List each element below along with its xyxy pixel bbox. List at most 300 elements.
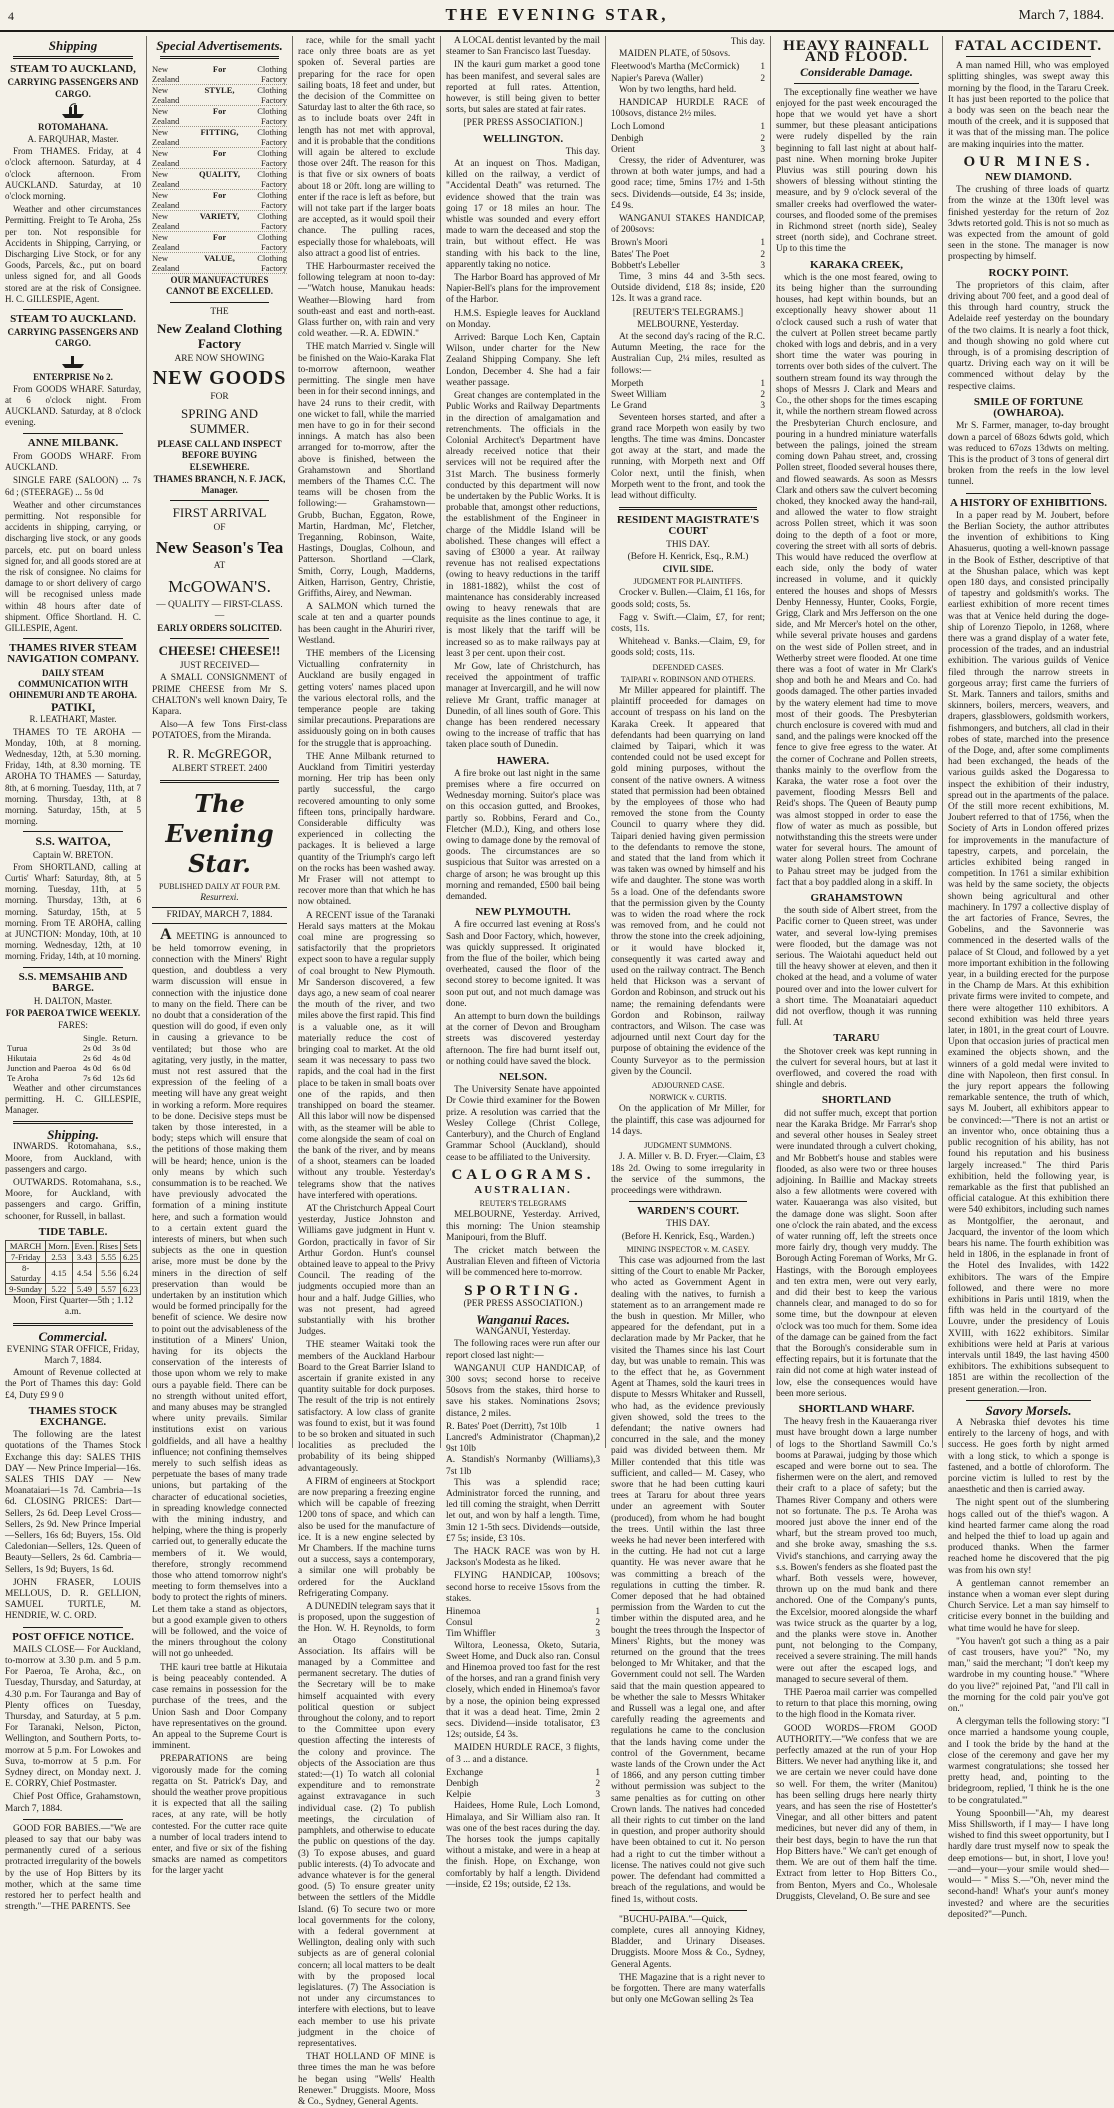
ad-cell: FITTING, (200, 127, 239, 138)
table-cell: 4.54 (72, 1263, 97, 1284)
column-3 (292, 36, 440, 2107)
table-cell: Hikutaia (7, 1052, 37, 1063)
ad-cell: Clothing Factory (257, 106, 287, 127)
table-cell: Te Aroha (7, 1072, 39, 1083)
divider (23, 831, 123, 832)
ad-headline: New Zealand Clothing Factory (157, 320, 282, 351)
placing: 1 (760, 238, 765, 249)
table-row (6, 1263, 141, 1284)
ad-cell: New Zealand (152, 211, 180, 232)
section-heading-shipping: Shipping. (47, 1127, 99, 1143)
tide-table (5, 1240, 141, 1295)
ad-text: ARE NOW SHOWING (174, 353, 265, 364)
section-subheading: AUSTRALIAN. (474, 1183, 572, 1196)
fares-heading: FARES: (58, 1020, 88, 1031)
news-paragraph: IN the kauri gum market a good tone has been manifest, and several sales are reported at full rates. Attention, however, is still being given to better sorts, but sales are stated at fair rates. (446, 60, 600, 116)
ad-text: OF (213, 523, 226, 534)
ad-cell: New Zealand (152, 148, 180, 169)
news-paragraph: Mr S. Farmer, manager, to-day brought down a parcel of 68ozs 6dwts gold, which was reduced to 67ozs 13dwts on melting. This is the product of 3 tons of general dirt broken from the reefs in the low level tunnel. (948, 421, 1109, 488)
ad-note: Weather and other circumstances permitting. Not responsible for accidents in shipping, carrying, or discharging live stock, or any goods parcels, etc. put on board unless signed for, and all goods stored are at the risk of consignee. No claims for damage to or short delivery of cargo will be recognised unless made within 48 hours after date of shipment. Office Shortland. H. C. GILLESPIE, Agent. (5, 499, 141, 633)
horse: Kelpie (446, 1790, 471, 1801)
ad-cell: STYLE, (204, 85, 235, 96)
steamship-icon (60, 352, 86, 370)
article-subheadline: Considerable Damage. (800, 65, 913, 80)
ad-text: — QUALITY — FIRST-CLASS. — (156, 599, 283, 621)
news-paragraph: The University Senate have appointed Dr Cowie third examiner for the Bowen prize. A resolution was carried that the Wesley College (Christ College, Canterbury), and the Church of England Grammar School (Auckland), should cease to be affiliated to the University. (446, 1085, 600, 1163)
news-paragraph: A FIRM of engineers at Stockport are now preparing a freezing engine which will be capable of freezing 1200 tons of space, and which can also be used for the manufacture of ice. It is a new engine selected by Mr Chambers. If the machine turns out a success, says a contemporary, a similar one will probably be ordered for the Auckland Refrigerating Company. (298, 1476, 435, 1599)
ad-text: EARLY ORDERS SOLICITED. (157, 623, 282, 634)
ad-headline: NEW GOODS (152, 367, 287, 390)
post-office-signature: Chief Post Office, Grahamstown, March 7, 1884. (5, 1792, 141, 1814)
ad-cell: Clothing Factory (257, 211, 287, 232)
news-paragraph: The exceptionally fine weather we have enjoyed for the past week encouraged the hope that we would yet have a short summer, but these pleasant anticipations were rudely dispelled by the rain beginning to fall last night at about half-past nine. When morning broke Jupiter Pluvius was still pouring down his showers of blessing without stinting the measure, and by 9 o'clock several of the smaller creeks had overflowed the water-courses, and flooded some of the premises in Richmond street (north side), Sealey street (north side), and Cochrane street. Up to this time the (776, 87, 937, 255)
article-headline: A HISTORY OF EXHIBITIONS. (950, 496, 1107, 509)
advertisement-text: GOOD WORDS—FROM GOOD AUTHORITY.—"We confess that we are perfectly amazed at the run of your Hop Bitters. We never had anything like it, and we are certain we never could have done so well. For them, the writer (Manitou) has been selling drugs here nearly thirty years, and has seen the rise of Hostetter's Vinegar, and all other bitters and patent medicines, but never did any of them, in their best days, begin to have the run that Hop Bitters have." We can't get enough of them. We are out of them half the time. Extract from letter to Hop Bitters Co., from Benton, Myers and Co., Wholesale Druggists, Cleveland, O. Be sure and see (776, 1723, 937, 1902)
column-5 (605, 36, 770, 2006)
section-heading-commercial: Commercial. (38, 1329, 108, 1345)
ad-cell: Clothing Factory (257, 127, 287, 148)
race-result (611, 62, 765, 73)
horse: Bobbett's Lebeller (611, 260, 680, 271)
news-paragraph: THE Anne Milbank returned to Auckland from Timitiri yesterday morning. Her trip has been only partly successful, the cargo recovered amounting to only some fifteen tons, principally hardware. Considerable difficulty was experienced in collecting the packages. It is believed a large quantity of the Triumph's cargo left on the rocks has been washed away. Mr Fraser will not attempt to recover more than that which he has now obtained. (298, 751, 435, 908)
masthead (0, 0, 1114, 32)
race-result (611, 122, 765, 133)
branch-manager: THAMES BRANCH, N. F. JACK, Manager. (153, 473, 286, 496)
column-7 (942, 36, 1114, 1920)
race-result (611, 134, 765, 145)
section-heading-cablegrams: CALOGRAMS. (451, 1166, 595, 1183)
sailing-times: From SHORTLAND, calling at Curtis' Wharf: Saturday, 8th, at 5 morning. Tuesday, 11th, at 5 morning. Thursday, 13th, at 6 morning. Saturday, 15th, at 5 morning. From TE AROHA, calling at JUNCTION: Monday, 10th, at 10 morning. Wednesday, 12th, at 10 morning. Friday, 14th, at 10 morning. (5, 861, 141, 962)
horse: Fleetwood's Martha (McCormick) (611, 62, 740, 73)
table-cell: Junction and Paeroa (7, 1062, 77, 1073)
table-cell: 8-Saturday (6, 1263, 46, 1284)
table-row (5, 1073, 141, 1083)
news-paragraph: The proprietors of this claim, after driving about 700 feet, and a good deal of this through hard country, struck the Adelaide reef yesterday on the boundary of the two claims. It is nearly a foot thick, and though showing no gold where cut through, is of a promising description of quartz. Driving each way on it will be commenced without delay by the respective claims. (948, 280, 1109, 392)
ad-patiki (5, 643, 141, 827)
ship-master: R. LEATHART, Master. (29, 714, 117, 725)
table-cell: Turua (7, 1042, 28, 1053)
ad-row (152, 148, 287, 169)
court-heading: RESIDENT MAGISTRATE'S COURT (616, 514, 760, 538)
section-heading-mines: OUR MINES. (963, 153, 1094, 170)
table-cell: 5.49 (72, 1284, 97, 1295)
place-heading: KARAKA CREEK, (810, 258, 903, 271)
anecdote: A Nebraska thief devotes his time entirely to the larceny of hogs, and with success. He goes forth by night armed with a long stick, to which a sponge is fastened, and a bottle of chloroform. The porcine victim is lulled to rest by the anaesthetic and then is carried away. (948, 1417, 1109, 1496)
mine-heading: ROCKY POINT. (988, 266, 1069, 279)
placing: 2 (595, 1618, 600, 1629)
placing: 1 (595, 1767, 600, 1778)
dateline: This day. (565, 146, 600, 157)
table-row (6, 1284, 141, 1295)
court-section: CIVIL SIDE. (662, 563, 714, 574)
ad-text: AT (213, 561, 226, 572)
column-header: Sets (120, 1241, 140, 1252)
placing: 3 (595, 1455, 600, 1466)
ad-tagline: OUR MANUFACTURES CANNOT BE EXCELLED. (165, 275, 274, 297)
placing: 1 (760, 122, 765, 133)
divider (23, 309, 123, 310)
placing: 1 (595, 1607, 600, 1618)
race-description: FLYING HANDICAP, 100sovs; second horse to receive 15sovs from the stakes. (446, 1571, 600, 1604)
placing: 1 (760, 378, 765, 389)
ad-rotomahana (5, 64, 141, 305)
news-paragraph: THE steamer Waitaki took the members of the Auckland Harbour Board to the Great Barrier Island to ascertain if granite existed in any quantity suitable for dock purposes. The result of the trip is not entirely satisfactory. A low class of granite was found to exist, but it was found to be so broken and situated in such localities as precluded the probability of its being shipped advantageously. (298, 1340, 435, 1474)
divider (170, 302, 269, 303)
ship-name: ROTOMAHANA. (37, 121, 109, 132)
advertisement-text: THE Magazine that is a right never to be forgotten. There are many waterfalls but only one McGowan selling 2s Tea (611, 1972, 765, 2006)
news-paragraph: A LOCAL dentist levanted by the mail steamer to San Francisco last Tuesday. (446, 36, 600, 58)
ad-headline: New Season's Tea (155, 538, 284, 558)
news-paragraph: Time, 3 mins 44 and 3-5th secs. Outside dividend, £18 8s; inside, £20 12s. It was a grand race. (611, 272, 765, 305)
horse: Denbigh (446, 1779, 479, 1790)
divider (966, 56, 1091, 57)
section-heading-special-ads: Special Advertisements. (156, 38, 283, 53)
divider (23, 1627, 123, 1628)
horse: Brown's Moori (611, 238, 668, 249)
news-paragraph: In a paper read by M. Joubert, before the Berlian Society, the author attributes the invention of exhibitions to King Ahasuerus, quoting a well-known passage in the Book of Esther, descriptive of that at the Shushan palace, which was kept open 180 days, and consisted principally of tapestry and goldsmith's works. The earliest exhibition of more recent times was that at Venice held during the doge-ship of Lorenzo Tiepolo, in 1268, where there was a grand display of a water fete, procession of the trades, and an industrial exhibition. The various guilds of Venice filed through the narrow streets in gorgeous array; first came the furriers of St. Mark. Tanners and tailors, smiths and skinners, boilers, mercers, weavers, and drapers, glassblowers, goldsmith workers, fishmongers, and butchers, all clad in their robes of state, marched into the presence of the Doge, and, after some compliments had been exchanged, the heads of the various guilds asked the Dogaressa to inspect the exhibition of their industry, spread out in the apartments of the palace. Of the still more recent exhibitions, M. Joubert referred to that of 1756, when the Society of Arts in London offered prizes for improvements in the manufacture of tapestry, carpets, and porcelain, the articles exhibited being ranged in competition. In 1761 a similar exhibition was held by the same society, the objects shown being agricultural and other machinery. In 1797 a collective display of the art factories of France, Sevres, the Gobelins, and the Savonnerie was commenced in the deserted walls of the palace of St Cloud, and followed by a yet more important exhibition in the following year, in a building erected for the purpose in the Champ de Mars. At this exhibition private firms were invited to compete, and there were altogether 110 exhibitors. A second exhibition was held three years later, in 1801, in the great court of Louvre. Upon that occasion juries of practical men examined the objects shown, and the winners of a gold medal were invited to dine with Napoleon, then first consul. In the jury report appears the following remarkable sentence, the truth of which, says M. Joubert, all exhibitors appear to be convinced:—"There is not an artist or an inventor who, once obtaining thus a public recognition of his ability, has not found his reputation and his business largely increased." The third Paris exhibition, held the following year, is remarkable as the first that published an official catalogue. At this exhibition there were 540 exhibitors, including such names as Montgolfier, the aeronaut, and Jacquard, the inventor of the loom which bears his name. The fourth exhibition was held in 1806, in the esplanade in front of the Hotel des Invalides, with 1422 exhibitors. The wars of the Empire followed, and there were no more exhibitions in Paris until 1819, when the fifth was held in the courtyard of the Louvre, under the presidency of Louis XVIII, with 1622 exhibitors. Similar exhibitions were held at Paris at various intervals until 1849, the last having 4500 exhibitors. The exhibitions subsequent to 1851 are within the recollection of the present generation.—Iron. (948, 510, 1109, 1395)
dateline: This day. (730, 37, 765, 47)
news-paragraph: THAT HOLLAND OF MINE is three times the man he was before he began using "Wells' Health Renewer." Druggists. Moore, Moss & Co., Sydney, General Agents. (298, 2052, 435, 2107)
horse: R. Bates' Poet (Derritt), 7st 10lb (446, 1421, 567, 1432)
ad-headline: FIRST ARRIVAL (172, 505, 267, 521)
news-paragraph: THE match Married v. Single will be finished on the Waio-Karaka Flat to-morrow afternoon, weather permitting. The single men have been in for their second innings, and have 24 runs to their credit, with one wicket to fall, while the married men have to go in for their second innings. A match has also been arranged for to-morrow, after the above is finished, between the Grahamstown and Shortland members of the Thames C.C. The teams will be chosen from the following:— Grahamstown—Grubb, Buchan, Eggaton, Rowe, Martin, Hardman, Mc', Fletcher, Treganning, Robinson, Waite, Hastings, Douglas, Colhoun, and Patterson. Shortland —Clark, Smith, Corry, Lough, Madderns, Aitken, Harrison, Gentry, Christie, Griffiths, Airey, and Newman. (298, 342, 435, 599)
race-result (446, 1433, 600, 1455)
ad-title: STEAM TO AUCKLAND, (10, 63, 136, 76)
news-paragraph: AT the Christchurch Appeal Court yesterday, Justice Johnston and Williams gave judgment in Hunt v. Gordon, practically in favor of Sir Arthur Gordon. Hunt's counsel obtained leave to appeal to the Privy Council. The reading of the judgments occupied more than an hour and a half. Judge Gillies, who was not present, had agreed substantially with his brother Judges. (298, 1203, 435, 1338)
motto: Resurrexi. (200, 893, 239, 904)
ad-cell: For (212, 232, 227, 243)
ad-memsahib (5, 972, 141, 1117)
column-header: Even. (72, 1241, 97, 1252)
anecdote: A gentleman cannot remember an instance when a woman ever slept during Church Service. Let a man say himself to criticise every bonnet in the building and what time would he have for sleep. (948, 1578, 1109, 1634)
horse: A. Standish's Normanby (Williams), 7st 1lb (446, 1455, 596, 1477)
table-cell: 9-Sunday (6, 1284, 46, 1295)
horse: Denbigh (611, 133, 644, 144)
court-section: JUDGMENT SUMMONS. (644, 1141, 732, 1151)
court-section: ADJOURNED CASE. (651, 1081, 725, 1091)
tide-table-heading: TIDE TABLE. (38, 1225, 108, 1238)
ad-headline: CHEESE! CHEESE!! (158, 643, 281, 659)
table-cell: 6s 0d (112, 1062, 131, 1073)
advertisement-text: "BUCHU-PAIBA."—Quick, complete, cures all annoying Kidney, Bladder, and Urinary Diseases. Druggists. Moore Moss & Co., Sydney, General Agents. (611, 1914, 765, 1970)
dateline: EVENING STAR OFFICE, Friday, March 7, 1884. (6, 1344, 140, 1366)
table-cell: 2.53 (46, 1252, 72, 1263)
race-result (446, 1779, 600, 1790)
horse: Morpeth (611, 378, 644, 389)
race-result (611, 390, 765, 401)
column-6 (770, 36, 942, 1902)
placing: 2 (760, 133, 765, 144)
news-paragraph: The following races were run after our report closed last night:— (446, 1339, 600, 1361)
news-paragraph: This was a splendid race; Administrator forced the running, and led till coming the straight, when Derritt let out, and won by half a length. Time, 3min 12 1-5th secs. Dividends—outside, £7 5s; inside, £3 10s. (446, 1477, 600, 1544)
dateline: THIS DAY. (666, 1219, 710, 1230)
column-header: Single. (83, 1032, 108, 1043)
wire-credit: REUTER'S TELEGRAMS (479, 1199, 567, 1209)
news-paragraph: A man named Hill, who was employed splitting shingles, was swept away this morning by the flood, in the Tararu Creek. It has just been reported to the police that a body was seen on the beach near the mouth of the creek, and it is supposed that it was that of the missing man. The police are making inquiries into the matter. (948, 61, 1109, 150)
publication-note: PUBLISHED DAILY AT FOUR P.M. (159, 881, 280, 891)
ship-name: S.S. WAITOA, (35, 834, 111, 849)
ad-cell: VALUE, (204, 253, 235, 264)
placing: 2 (595, 1432, 600, 1443)
race-description: WANGANUI CUP HANDICAP, of 300 sovs; second horse to receive 50sovs from the stakes, third horse to save his stakes. Nominations 2sovs; distance, 2 miles. (446, 1363, 600, 1419)
table-row (5, 1053, 141, 1063)
court-case: Whitehead v. Banks.—Claim, £9, for goods sold; costs, 11s. (611, 637, 765, 659)
divider (170, 500, 269, 501)
news-paragraph: A SALMON which turned the scale at ten and a quarter pounds has been caught in the Ahuriri river, Westland. (298, 602, 435, 646)
section-heading-savory-morsels: Savory Morsels. (985, 1402, 1072, 1418)
ad-text: A SMALL CONSIGNMENT of PRIME CHEESE from Mr S. CHALTON's well known Dairy, Te Kapara. (152, 673, 287, 718)
column-header: MARCH (6, 1241, 46, 1252)
place-heading: NELSON. (499, 1071, 547, 1084)
stock-exchange-heading: THAMES STOCK EXCHANGE. (28, 1404, 118, 1428)
ad-cell: Clothing Factory (257, 169, 287, 190)
moon-phase: Moon, First Quarter—5th ; 1.12 a.m. (12, 1296, 134, 1318)
ad-cell: For (212, 106, 227, 117)
column-header: Morn. (46, 1241, 72, 1252)
section-heading-shipping: Shipping (48, 38, 98, 53)
dateline: THIS DAY. (666, 539, 710, 550)
ad-subtitle: CARRYING PASSENGERS AND CARGO. (7, 327, 139, 349)
table-row (6, 1252, 141, 1263)
placing: 1 (595, 1421, 600, 1432)
ad-row (152, 190, 287, 211)
dateline: WANGANUI, Yesterday. (475, 1327, 571, 1338)
race-description: MAIDEN PLATE, of 50sovs. (619, 49, 731, 60)
fares: SINGLE FARE (SALOON) ... 7s 6d ; (STEERAGE) ... 5s 0d (5, 475, 141, 497)
table-cell: 4.15 (46, 1263, 72, 1284)
court-section: DEFENDED CASES. (652, 662, 724, 672)
horse: Sweet William (611, 390, 667, 401)
news-paragraph: did not suffer much, except that portion near the Karaka Bridge. Mr Farrar's shop and several other houses in Sealey street were inundated through a culvert choking, and Mr Bobbett's house and stables were flooded, as also were two or three houses adjoining. In Baillie and Mackay streets also a few allotments were covered with water. Kauaeranga was also visited, but the damage done was slight. Soon after one o'clock the rain abated, and the excess of water running off, left the streets once more fairly dry, though very muddy. The Borough Acting Foreman of Works, Mr G. Hastings, with the Borough employees and ten extra men, were out very early, and did their best to keep the various channels clear, and managed to do so for some time, but the downpour at eleven o'clock was too much for them. Some idea of the damage can be gained from the fact that the Borough's considerable sum in effecting repairs, but it is fortunate that the rain did not come at high water instead of low, else the consequences would have been more serious. (776, 1108, 937, 1399)
ad-cell: VARIETY, (199, 211, 240, 222)
place-heading: GRAHAMSTOWN (810, 892, 903, 905)
race-result (446, 1768, 600, 1779)
article-headline: HEAVY RAINFALL AND FLOOD. (783, 38, 930, 66)
table-cell: 6.25 (120, 1252, 140, 1263)
placing: 3 (595, 1629, 600, 1640)
place-heading: HAWERA. (496, 754, 550, 767)
news-paragraph: At the second day's racing of the R.C. Autumn Meeting, the race for the Australian Cup, 2¼ miles, resulted as follows:— (611, 332, 765, 376)
ad-cell: For (212, 64, 227, 75)
ship-master: H. DALTON, Master. (33, 996, 113, 1007)
news-paragraph: Haidees, Home Rule, Loch Lomond, Himalaya, and Sir William also ran. It was one of the best races during the day. The horses took the jumps capitally without a mistake, and were in a heap at the finish. Hope, on Exchange, won comfortably by half a length. Dividend—inside, £2 19s; outside, £2 13s. (446, 1801, 600, 1890)
page-date: March 7, 1884. (1018, 8, 1104, 23)
advertiser-name: R. R. McGREGOR, (167, 745, 272, 761)
ad-cell: For (212, 190, 227, 201)
race-result (446, 1790, 600, 1801)
ad-waitoa (5, 836, 141, 962)
wire-credit: (PER PRESS ASSOCIATION.) (463, 1298, 583, 1309)
ad-note: Weather and other circumstances permitting. H. C. GILLESPIE, Manager. (5, 1082, 141, 1116)
placing: 2 (760, 73, 765, 84)
race-result (611, 74, 765, 85)
horse: Hinemoa (446, 1607, 481, 1618)
revenue-line: Amount of Revenue collected at the Port of Thames this day: Gold £4, Duty £9 9 0 (5, 1368, 141, 1401)
news-paragraph: THE Harbourmaster received the following telegram at noon to-day:—"Watch house, Manukau heads: Weather—Blowing hard from south-east and east and north-east. Glass further on, with rain and very cold weather. —R. A. EDWIN." (298, 262, 435, 340)
sailing-times: From THAMES. Friday, at 4 o'clock afternoon. Saturday, at 4 o'clock afternoon. From AUCKLAND. Saturday, at 10 o'clock morning. (5, 146, 141, 202)
table-cell: 12s 6d (112, 1072, 135, 1083)
ad-cell: New Zealand (152, 106, 180, 127)
place-heading: TARARU (833, 1032, 880, 1045)
ad-text: JUST RECEIVED— (179, 661, 260, 672)
news-paragraph: PREPARATIONS are being vigorously made for the coming regatta on St. Patrick's Day, and should the weather prove propitious it is expected that all the sailing races, at any rate, will be hotly contested. For the cutter race quite a number of local traders intend to enter, and five or six of the fishing smacks are named as competitors for the larger yacht (152, 1754, 287, 1877)
column-2 (146, 36, 292, 1877)
news-paragraph: A fire occurred last evening at Ross's Sash and Door Factory, which, however, was quickly suppressed. It originated from the flue of the boiler, which being overheated, caused the floor of the second storey to become ignited. It was soon put out, and not much damage was done. (446, 920, 600, 1009)
news-paragraph: At an inquest on Thos. Madigan, killed on the railway, a verdict of "Accidental Death" was returned. The evidence showed that the train was going 17 or 18 miles an hour. The whistle was sounded and every effort made to warn the deceased and stop the train, but without effect. He was standing with his back to the line, apparently taking no notice. (446, 159, 600, 270)
column-header: Rises (97, 1241, 121, 1252)
newspaper-nameplate: The Evening Star. (165, 788, 274, 878)
ship-name: PATIKI, (51, 700, 95, 715)
divider (966, 493, 1091, 494)
placing: 2 (760, 390, 765, 401)
news-paragraph: Great changes are contemplated in the Public Works and Railway Departments in the direction of amalgamation and retrenchments. The officials in the Colonial Architect's Department have already received notice that their services will not be required after the 31st March. The business formerly conducted by this department will now be undertaken by the Public Works. It is probable that, amongst other reductions, the establishment of the Engineer in charge of the Middle Island will be abolished. These changes will effect a saving of £3000 a year. At railway revenue has not realised expectations (owing to heavy reductions in the tariff in 1881-1882), whilst the cost of maintenance has considerably increased owing to heavy renewals that are requisite as the lines continue to age, it is most likely that the tariff will be increased so as to make railways pay at least 3 per cent. upon their cost. (446, 391, 600, 659)
place-heading: SHORTLAND (821, 1094, 892, 1107)
column-1 (0, 36, 146, 1913)
ad-cell: New Zealand (152, 232, 180, 253)
ad-row (152, 253, 287, 274)
court-report: Mr Miller appeared for plaintiff. The plaintiff proceeded for damages on account of trespass on his land on the Karaka Creek. It appeared that defendants had been quarrying on land claimed by Taipari, which it was contended could not be used except for gold mining purposes, without the consent of the native owners. A witness stated that permission had been obtained by the employees of those who had removed the stone from the County Council to quarry where they did. Taipari denied having given permission to the defendants to remove the stone, and stated that the land from which it was taken was owned by himself and his wife and daughter. The stone was worth 5s a load. One of the defendants swore that the permission given by the County was to widen the road where the rock was removed from, and he could not throw the stone into the creek adjoining, or it would have blocked it, consequently it was carted away and used on the railway contract. The Bench held that Hickson was a servant of Gordon and Robinson, and struck out his name; the remaining defendants were Gordon and Robinson, railway contractors, and Wilson. The case was adjourned until next Court day for the purpose of obtaining the evidence of the County Surveyor as to the permission given by the Council. (611, 685, 765, 1077)
table-cell: 2s 0d (83, 1042, 102, 1053)
divider (23, 638, 123, 639)
ad-cell: New Zealand (152, 127, 180, 148)
ad-text: PLEASE CALL AND INSPECT BEFORE BUYING ELSEWHERE. (157, 439, 282, 472)
table-cell: 5.56 (97, 1263, 121, 1284)
wire-credit: [REUTER'S TELEGRAMS.] (632, 307, 744, 318)
court-report: On the application of Mr Miller, for the plaintiff, this case was adjourned for 14 days. (611, 1104, 765, 1137)
race-result (446, 1455, 600, 1477)
ad-cell: New Zealand (152, 169, 180, 190)
court-report: J. A. Miller v. B. D. Fryer.—Claim, £3 18s 2d. Owing to some irregularity in the service of the summons, the proceedings were withdrawn. (611, 1152, 765, 1196)
ad-cell: Clothing Factory (257, 232, 287, 253)
news-paragraph: Won by two lengths, hard held. (619, 84, 737, 95)
table-cell: 5.22 (46, 1284, 72, 1295)
mine-heading: SMILE OF FORTUNE (OWHAROA). (973, 395, 1084, 420)
horse: Napier's Pareva (Waller) (611, 73, 704, 84)
divider (160, 780, 279, 783)
ad-row (152, 64, 287, 85)
divider (170, 638, 269, 639)
dateline: MELBOURNE, Yesterday. (637, 319, 739, 330)
placing: 2 (595, 1779, 600, 1790)
court-section: JUDGMENT FOR PLAINTIFFS. (633, 577, 743, 587)
anecdote: Young Spoonbill—"Ah, my dearest Miss Shillsworth, if I may— I have long wished to find this sweet opportunity, but I hardly dare trust myself now to speak the deep emotions— but, in short, I love you!—and—your—your smile would shed—would— " Miss S.—"Oh, never mind the second-hand! What's your aunt's money invested? and where are the securities deposited?"—Punch. (948, 1808, 1109, 1920)
editorial-dateline: FRIDAY, MARCH 7, 1884. (152, 907, 287, 924)
ad-headline: McGOWAN'S. (168, 576, 271, 596)
table-cell: 7-Friday (6, 1252, 46, 1263)
table-cell: 4s 0d (112, 1052, 131, 1063)
ad-cell: For (212, 148, 227, 159)
editorial-paragraph: A MEETING is announced to be held tomorrow evening, in connection with the Miners' Right question, and doubtless a very warm discussion will ensue in connection with the injustice done to many on the field. There can be no doubt that a consideration of the question will do good, if even only in causing a grievance to be ventilated; but those who are agitating, very justly, in the matter, must not rest assured that the expression of the feeling of a meeting will have any great weight in working a reform. More requires to be done. Decisive steps must be taken by those interested, in a body; steps which will ensure that the petitions of those making them will be heard; hence, union is the only means by which such consummation is to be reached. We have previously advocated the formation of a mining institute here, and such a formation would to a certain extent guard the interests of miners, but when such subjects as the one in question arise, more must be done by the miners in the direction of self preservation than would be undertaken by an institution which would be formed principally for the benefit of science. We desire now to point out the advisableness of the institution of a Miners' Union, having for its objects the conservation of the interests of those upon whom we rely to make ours a payable field. There can be no strength without united effort, and many abuses may be strangled where unity prevails. Similar institutions exist on various goldfields, and all have a healthy influence; not confining themselves merely to such selfish ideas as perpetuate the bases of many trade unions, but partaking of the character of educational societies, in spreading knowledge connected with the mining industry, and helping, where the thing is properly carried out, to generally educate the members of it. We would, therefore, strongly recommend those who attend tomorrow night's meeting to form themselves into a body to protect the rights of miners. Let them take a stand as objectors, but a good example given to others will be followed, and the voice of the miners throughout the colony will not go unheeded. (152, 926, 287, 1660)
shipping-outwards: OUTWARDS. Rotomahana, s.s., Moore, for Auckland, with passengers and cargo. Griffin, schooner, for Russell, in ballast. (5, 1178, 141, 1222)
steamship-icon (60, 102, 86, 120)
table-cell: 5.57 (97, 1284, 121, 1295)
ad-cell: Clothing Factory (257, 253, 287, 274)
ad-row (152, 106, 287, 127)
news-paragraph: H.M.S. Espiegle leaves for Auckland on Monday. (446, 308, 600, 330)
ad-cell: New Zealand (152, 190, 180, 211)
divider (629, 1201, 747, 1202)
divider (23, 433, 123, 434)
table-cell: 4s 0d (83, 1062, 102, 1073)
table-header-row (6, 1241, 141, 1252)
race-result (446, 1629, 600, 1640)
ad-row (152, 169, 287, 190)
column-header (5, 1033, 81, 1043)
mine-heading: NEW DIAMOND. (985, 171, 1072, 184)
table-cell: 6.23 (120, 1284, 140, 1295)
ad-note: Weather and other circumstances Permitting. Freight to Te Aroha, 25s per ton. Not responsible for Accidents in Shipping, Carrying, or Discharging Live Stock, or for any Goods, Parcels, &c., put on board unless signed for, and all Goods stored are at the risk of Consignee. H. C. GILLESPIE, Agent. (5, 204, 141, 304)
horse: Consul (446, 1618, 473, 1629)
court-report: This case was adjourned from the last sitting of the Court to enable Mr Packer, who acted as Government Agent in dealing with the natives, to furnish a statement as to an arrangement made re the bush in question. Mr Miller, who appeared for the defendant, put in a declaration made by Mr Packer, that he visited the Thames since his last Court day, but was unable to remain. This was to the effect that he, as Government Agent at Thames, sold the kauri trees in dispute to Messrs Whitaker and Russell, who had, as the evidence previously given showed, sold the trees to the defendant; the native owners had concurred in the sale, and the money paid was divided between them. Mr Miller contended that this title was sufficient, and called— M. Casey, who swore that he had been cutting kauri trees at Tararu for about three years under an agreement with Souter (produced), from whom he had bought the trees. Until within the last three weeks he had never been interfered with in the cutting. He had not cut a large quantity. He was never aware that he was committing a breach of the regulations in cutting the timber. R. Comer deposed that he had obtained permission from the Warden to cut the timber within the disputed area, and he bought the trees through the Inspector of Miners' Rights, but the money was returned on the ground that the trees belonged to Mr Whitaker, and that the Government could not sell. The Warden said that the main question appeared to be whether the sale to Messrs Whitaker and Russell was a legal one, and after carefully reading the agreements and regulations he came to the conclusion that the lands having come under the control of the Government, became waste lands of the Crown under the Act of 1866, and any person cutting timber without permission was subject to the same penalties as for cutting on other Crown lands. The natives had conceded all their rights to cut timber on the land in question, and proper authority should have been obtained to cut it. No person had a right to cut the timber without a license. The natives could not give such power. The defendant had committed a breach of the regulations, and would be fined 1s, without costs. (611, 1255, 765, 1905)
race-result (611, 145, 765, 156)
ad-headline: SPRING AND SUMMER. (181, 406, 258, 437)
table-cell: 7s 6d (83, 1072, 102, 1083)
divider (13, 1323, 133, 1326)
ship-master: A. FARQUHAR, Master. (27, 134, 119, 145)
news-paragraph: Mr Gow, late of Christchurch, has received the appointment of traffic manager at Invercargill, and he will now relieve Mr Grant, traffic manager at Dunedin, of all lines south of Gore. This change has been rendered necessary owing to the increase of traffic that has taken place south of Dunedin. (446, 661, 600, 751)
case-title: TAIPARI v. ROBINSON AND OTHERS. (620, 674, 756, 684)
ad-row (152, 232, 287, 253)
news-paragraph: the south side of Albert street, from the Pacific corner to Queen street, was under water, and several low-lying premises were flooded, but the damage was not serious. The Waiotahi aqueduct held out till the heavy shower at eleven, and then it choked at the head, and a volume of water poured over and into the lower culvert for a short time. The Moanataiari aqueduct did not overflow, though it was running full. At (776, 906, 937, 1029)
news-paragraph: THE members of the Licensing Victualling confraternity in Auckland are busily engaged in getting voters' names placed upon the various electoral rolls, and the temperance people are taking similar precautions. Preparations are assiduously going on in both causes for the struggle that is approaching. (298, 648, 435, 749)
ad-cell: New Zealand (152, 64, 180, 85)
horse: Bates' The Poet (611, 249, 670, 260)
ad-text: THE (210, 306, 229, 317)
table-row (5, 1043, 141, 1053)
ship-name: ENTERPRISE No 2. (33, 371, 113, 382)
ad-text: FOR (210, 392, 229, 403)
anecdote: A clergyman tells the following story: "I once married a handsome young couple, and I took the bride by the hand at the close of the ceremony and gave her my warmest congratulations; she tossed her pretty head, and, pointing to the bridegroom, replied, 'I think he is the one to be congratulated.'" (948, 1717, 1109, 1806)
table-cell: 6.24 (120, 1263, 140, 1284)
news-paragraph: A DUNEDIN telegram says that it is proposed, upon the suggestion of the Hon. W. H. Reynolds, to form an Otago Constitutional Association. Its affairs will be managed by a Committee and permanent secretary. The duties of the Secretary will be to make himself acquainted with every political question or subject throughout the colony, and to report to the Committee upon every question affecting the interests of the colony and province. The objects of the Association are thus stated:—(1) To watch all colonial expenditure and to remonstrate against extravagance in such individual case. (2) To publish meetings, the circulation of pamphlets, and otherwise to educate the public on questions of the day. (3) To expose abuses, and guard public interests. (4) To advocate and advance whatever is for the general good. (5) To ensure greater unity between the settlers of the Middle Island. (6) To secure two or more local governments for the colony, with a federal government at Wellington, dealing only with such subjects as are of general colonial concern; all local matters to be dealt with by the proposed local legislatures. (7) The Association is not under any circumstances to interfere with elections, but to leave each member to use his private judgment in the choice of representatives. (298, 1602, 435, 2049)
divider (13, 1121, 133, 1124)
court-case: Fagg v. Swift.—Claim, £7, for rent; costs, 11s. (611, 612, 765, 634)
column-header: Return. (112, 1032, 138, 1043)
ad-enterprise (5, 314, 141, 429)
race-result (611, 379, 765, 390)
placing: 3 (760, 401, 765, 412)
news-paragraph: A RECENT issue of the Taranaki Herald says matters at the Mokau coal mine are progressing so satisfactorily that the proprietors expect soon to have a regular supply of coal brought to New Plymouth. Mr Sanderson discovered, a few days ago, a new seam of coal nearer the mouth of the river, and two miles above the first rapid. This find is a valuable one, as it will materially reduce the cost of bringing coal to market. At the old seam it was necessary to pass two rapids, and the coal had in the first place to be taken in small boats over one of the rapids, and then transhipped on board the steamer. All this labor will now be dispensed with, as the steamer will be able to come alongside the seam of coal on the bank of the river, and by means of a shoot, steamers can be loaded without any trouble. Yesterday's telegrams show that the natives have interfered with operations. (298, 910, 435, 1201)
sailing-times: From GOODS WHARF. Saturday, at 6 o'clock night. From AUCKLAND. Saturday, at 8 o'clock evening. (5, 383, 141, 428)
news-paragraph: THE Paeroa mail carrier was compelled to return to that place this morning, owing to the high flood in the Komata river. (776, 1688, 937, 1721)
ad-text: Also—A few Tons First-class POTATOES, from the Miranda. (152, 720, 287, 742)
news-paragraph: A fire broke out last night in the same premises where a fire occurred on Wednesday morning. Suitor's place was on this occasion gutted, and Brookes, partly so. Robbins, Ferard and Co., Fletcher (M.D.), King, and others lose owing to damage done by the removal of goods. The circumstances are so suspicious that Suitor was arrested on a charge of arson; he was brought up this morning and remanded, £500 bail being demanded. (446, 768, 600, 903)
advertisement-text: GOOD FOR BABIES.—"We are pleased to say that our baby was permanently cured of a serious protracted irregularity of the bowels by the use of Hop Bitters by its mother, which at the same time restored her to perfect health and strength."—THE PARENTS. See (5, 1823, 141, 1913)
news-paragraph: which is the one most feared, owing to its being higher than the surrounding houses, had kept within bounds, but an exceptionally heavy shower about 11 o'clock caused such a rush of water that the culvert at Pollen street became partly choked with logs and debris, and in a very short time the water was pouring in torrents over both sides of the culvert. The southern stream found its way through the shops of Messrs J. Clark and Mears and Co., the other shops for the times escaping it, while the northern stream flowed across the Presbyterian Church enclosure, and pouring in a hundred miniature waterfalls between the palings, joined the stream coming down Pahau street, and, crossing Pollen street, flooded several houses there, and flowed seawards. As soon as Messrs Clark and others saw the culvert becoming choked, they knocked away the hand-rail, and allowed the water to flow straight across Pollen street, which it was soon doing to the depth of a foot or more, covering the street with all sorts of debris. This would have reduced the overflow at each side, only the body of water increased in volume, and it quickly entered the houses and shops of Messrs Denby Hennessy, Hunter, Cooks, Forgie, Grigg, Clark and Mrs Jefferson on the one side, and Mr Mercer's hotel on the other, while several private houses and gardens on the west side of Pollen street, and in Wetherby street were flooded. At one time there was a foot of water in Mr Clark's shop and both he and Mears and Co. had goods damaged. The other parties invaded by the watery element had time to move most of their goods. The Presbyterian church enclosure is covered with mud and sand, and the palings were knocked off the fence to give free egress to the water. At the corner of Cochrane and Pollen streets, thanks mainly to the overflow from the Karaka, the water rose a foot over the pavement, flooding Messrs Bell and Reid's shops. The Queen of Beauty pump was almost stopped in order to ease the flow of water as much as possible, but notwithstanding this the streets were under water for several hours. The amount of water along Pollen street from Cochrane to Pahau street may be judged from the fact that a boy paddled along in a skiff. In (776, 272, 937, 888)
page-number: 4 (8, 9, 14, 23)
court-bench: (Before H. Kenrick, Esq., R.M.) (627, 551, 749, 562)
placing: 3 (760, 260, 765, 271)
news-paragraph: Seventeen horses started, and after a grand race Morpeth won easily by two lengths. The time was 4mins. Doncaster got away at the start, and made the running, with Morpeth next and Off Color next, until the finish, when Morpeth went to the front, and took the lead without difficulty. (611, 412, 765, 501)
placing: 1 (760, 62, 765, 73)
fares-table (5, 1033, 141, 1083)
news-paragraph: The Harbor Board has approved of Mr Napier-Bell's plans for the improvement of the Harbor. (446, 273, 600, 306)
ad-row (152, 85, 287, 106)
divider (13, 56, 133, 59)
ad-row (152, 211, 287, 232)
race-result (611, 238, 765, 249)
news-paragraph: The HACK RACE was won by H. Jackson's Modesta as he liked. (446, 1547, 600, 1569)
race-result (446, 1607, 600, 1618)
race-result (611, 261, 765, 272)
placing: 3 (760, 144, 765, 155)
ship-name: ANNE MILBANK. (27, 436, 119, 449)
ad-title: STEAM TO AUCKLAND. (10, 313, 136, 326)
newspaper-title-header: THE EVENING STAR, (445, 5, 669, 24)
divider (619, 507, 757, 510)
news-paragraph: The crushing of three loads of quartz from the winze at the 130ft level was finished yesterday for the return of 2oz 3dwts retorted gold. This is not so much as was expected from the amount of gold seen in the stone. The manager is now prospecting by himself. (948, 185, 1110, 263)
race-description: MAIDEN HURDLE RACE, 3 flights, of 3 ... and a distance. (446, 1743, 600, 1765)
